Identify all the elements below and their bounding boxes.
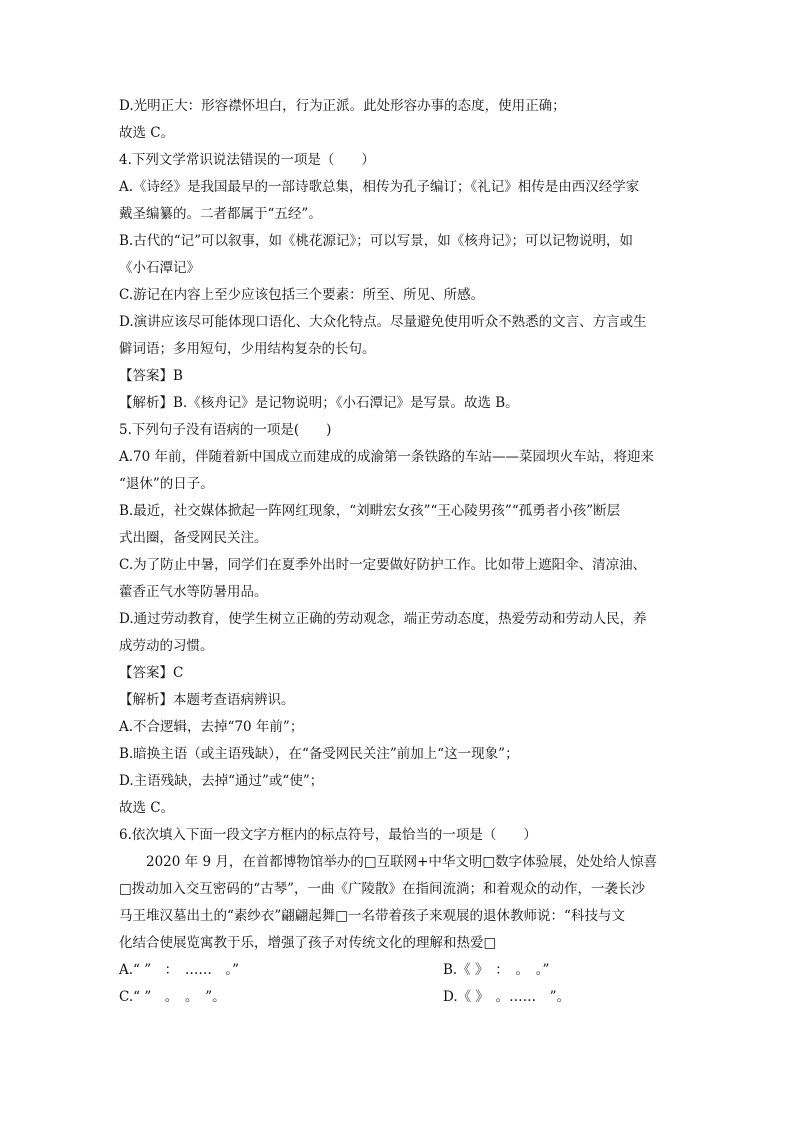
text-line: D.演讲应该尽可能体现口语化、大众化特点。尽量避免使用听众不熟悉的文言、方言或生 — [119, 314, 647, 330]
passage-line: □拨动加入交互密码的“古琴”，一曲《广陵散》在指间流淌；和着观众的动作，一袭长沙 — [119, 881, 646, 897]
text-line: C.游记在内容上至少应该包括三个要素：所至、所见、所感。 — [119, 287, 485, 303]
answer-line: 【答案】C — [119, 665, 184, 681]
passage-line: 马王堆汉墓出土的“素纱衣”翩翩起舞□一名带着孩子来观展的退休教师说：“科技与文 — [119, 908, 625, 924]
question-6-stem: 6.依次填入下面一段文字方框内的标点符号，最恰当的一项是（ ） — [119, 827, 537, 843]
option-a: A.“ ” ： …… 。” — [119, 962, 240, 978]
text-line: B.最近，社交媒体掀起一阵网红现象，“刘畊宏女孩”“王心陵男孩”“孤勇者小孩”断层 — [119, 503, 621, 519]
explanation-line: 【解析】B.《核舟记》是记物说明；《小石潭记》是写景。故选 B。 — [119, 395, 519, 411]
options-row — [119, 957, 679, 984]
option-d: D.《 》 。…… ”。 — [443, 989, 571, 1005]
option-c: C.“ ” 。 。 ”。 — [119, 989, 226, 1005]
options-row — [119, 984, 679, 1011]
text-line: “退休”的日子。 — [119, 476, 214, 492]
text-line: 僻词语；多用短句，少用结构复杂的长句。 — [119, 341, 376, 357]
text-line: A.《诗经》是我国最早的一部诗歌总集，相传为孔子编订；《礼记》相传是由西汉经学家 — [119, 179, 640, 195]
text-line: C.为了防止中暑，同学们在夏季外出时一定要做好防护工作。比如带上遮阳伞、清凉油、 — [119, 557, 647, 573]
text-line: B.古代的“记”可以叙事，如《桃花源记》；可以写景，如《核舟记》；可以记物说明，如 — [119, 233, 634, 249]
text-line: B.暗换主语（或主语残缺），在“备受网民关注”前加上“这一现象”； — [119, 746, 519, 762]
text-line: D.通过劳动教育，使学生树立正确的劳动观念，端正劳动态度，热爱劳动和劳动人民，养 — [119, 611, 647, 627]
question-5-stem: 5.下列句子没有语病的一项是( ) — [119, 422, 332, 438]
text-line: 戴圣编纂的。二者都属于“五经”。 — [119, 206, 322, 222]
text-line: 式出圈，备受网民关注。 — [119, 530, 268, 546]
text-line: 故选 C。 — [119, 125, 175, 141]
option-b: B.《 》 ： 。 。” — [443, 962, 550, 978]
passage-line: 化结合使展览寓教于乐，增强了孩子对传统文化的理解和热爱□ — [119, 935, 497, 951]
text-line: 《小石潭记》 — [119, 260, 200, 276]
document-body — [119, 93, 679, 1011]
text-line: 故选 C。 — [119, 800, 175, 816]
question-4-stem: 4.下列文学常识说法错误的一项是（ ） — [119, 152, 375, 168]
text-line: D.光明正大：形容襟怀坦白，行为正派。此处形容办事的态度，使用正确； — [119, 98, 566, 114]
text-line: 成劳动的习惯。 — [119, 638, 214, 654]
text-line: 藿香正气水等防暑用品。 — [119, 584, 268, 600]
explanation-line: 【解析】本题考查语病辨识。 — [119, 692, 295, 708]
text-line: D.主语残缺，去掉“通过”或“使”； — [119, 773, 324, 789]
text-line: A.70 年前，伴随着新中国成立而建成的成渝第一条铁路的车站——菜园坝火车站，将迎来 — [119, 449, 655, 465]
text-line: A.不合逻辑，去掉“70 年前”； — [119, 719, 304, 735]
answer-line: 【答案】B — [119, 368, 183, 384]
passage-line: 2020 年 9 月，在首都博物馆举办的□互联网+中华文明□数字体验展，处处给人惊喜 — [146, 854, 658, 870]
